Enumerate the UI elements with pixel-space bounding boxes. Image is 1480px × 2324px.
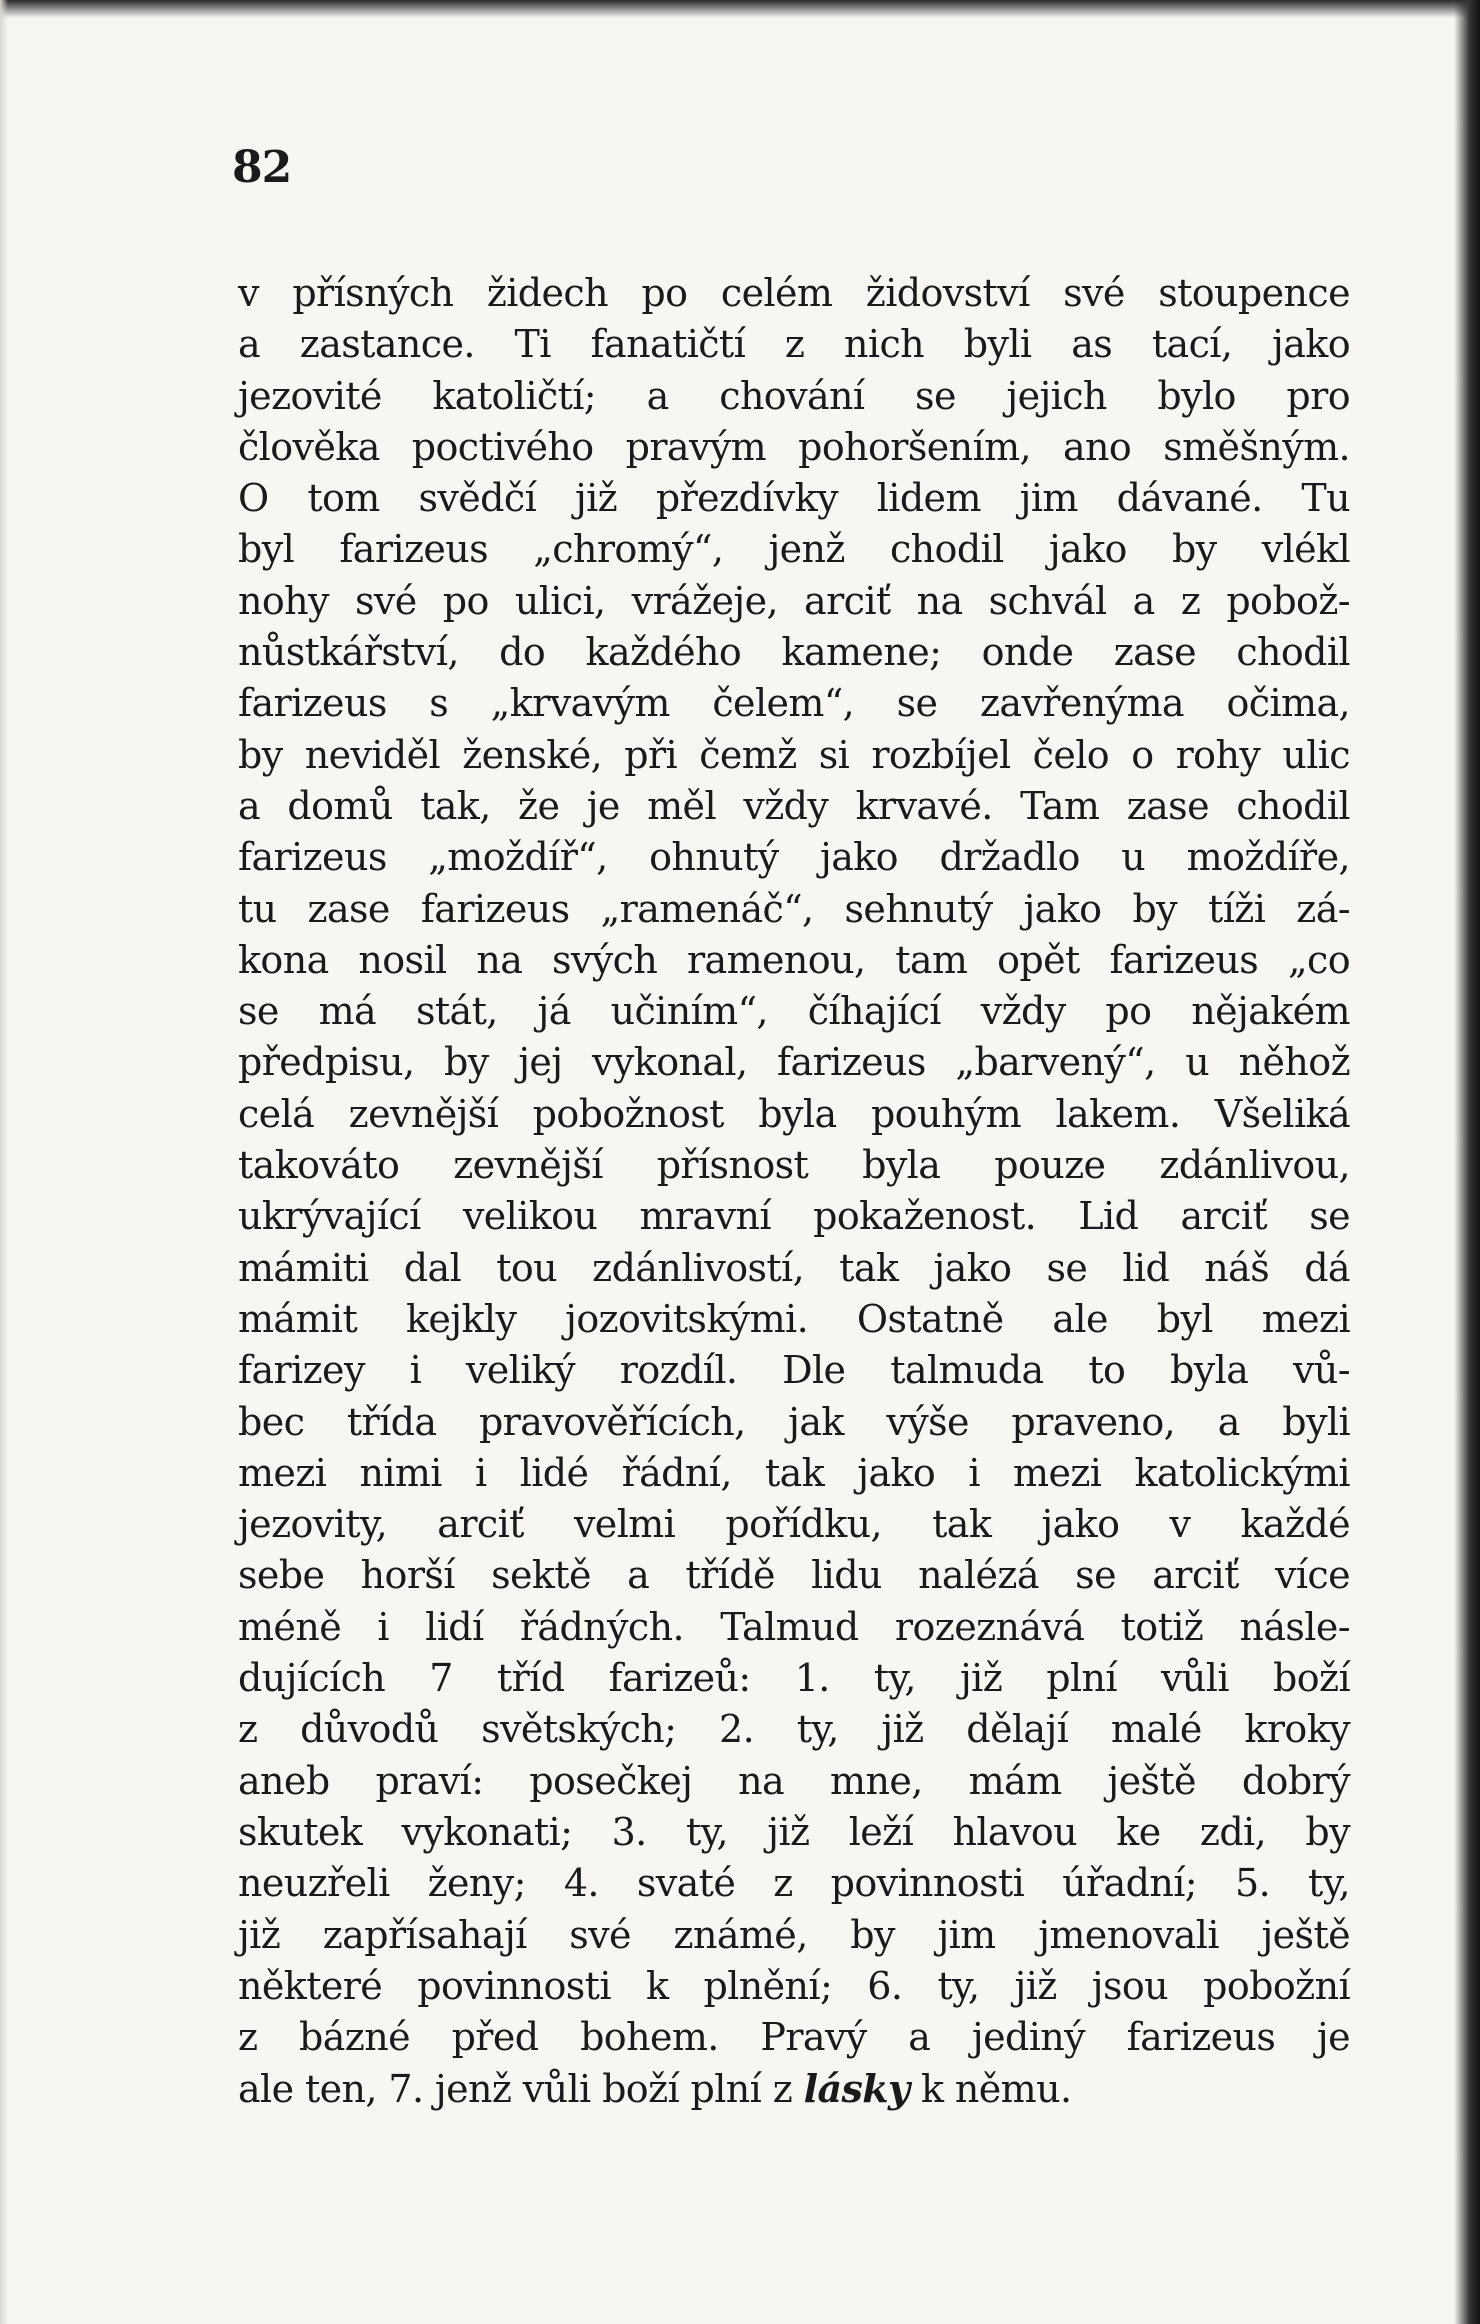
text-line: člověka poctivého pravým pohoršením, ano směšným. — [238, 424, 1350, 469]
text-line: tu zase farizeus „ramenáč“, sehnutý jako by tíži zá- — [238, 886, 1350, 931]
emphasized-word: lásky — [803, 2066, 910, 2112]
text-line: skutek vykonati; 3. ty, již leží hlavou ke zdi, by — [238, 1809, 1350, 1854]
text-line: takováto zevnější přísnost byla pouze zdánlivou, — [238, 1143, 1350, 1188]
text-line: sebe horší sektě a třídě lidu nalézá se arciť více — [238, 1553, 1350, 1598]
text-line: neuzřeli ženy; 4. svaté z povinnosti úřadní; 5. ty, — [238, 1861, 1350, 1906]
text-line: jezovité katoličtí; a chování se jejich bylo pro — [238, 373, 1350, 418]
text-line: jezovity, arciť velmi pořídku, tak jako v každé — [238, 1502, 1350, 1547]
text-line: a zastance. Ti fanatičtí z nich byli as tací, jako — [238, 322, 1350, 367]
text-line: některé povinnosti k plnění; 6. ty, již jsou pobožní — [238, 1963, 1350, 2008]
last-line-before: ale ten, 7. jenž vůli boží plní z — [238, 2067, 804, 2112]
text-line: mámiti dal tou zdánlivostí, tak jako se lid náš dá — [238, 1245, 1350, 1290]
text-line: kona nosil na svých ramenou, tam opět farizeus „co — [238, 937, 1350, 982]
scan-edge-right — [1454, 0, 1480, 2324]
text-line-last — [238, 2063, 1350, 2114]
text-line: nůstkářství, do každého kamene; onde zase chodil — [238, 630, 1350, 675]
text-line: celá zevnější pobožnost byla pouhým lakem. Všeliká — [238, 1091, 1350, 1136]
text-line: z bázné před bohem. Pravý a jediný farizeus je — [238, 2015, 1350, 2060]
last-line-after: k němu. — [909, 2067, 1072, 2112]
text-line: nohy své po ulici, vrážeje, arciť na schvál a z pobož- — [238, 578, 1350, 623]
body-text — [238, 268, 1350, 2115]
text-line: mámit kejkly jozovitskými. Ostatně ale byl mezi — [238, 1296, 1350, 1341]
text-line: farizeus s „krvavým čelem“, se zavřenýma očima, — [238, 681, 1350, 726]
text-line: již zapřísahají své známé, by jim jmenovali ještě — [238, 1912, 1350, 1957]
text-line: ukrývající velikou mravní pokaženost. Lid arciť se — [238, 1194, 1350, 1239]
text-line: by neviděl ženské, při čemž si rozbíjel čelo o rohy ulic — [238, 732, 1350, 777]
text-line: a domů tak, že je měl vždy krvavé. Tam zase chodil — [238, 783, 1350, 828]
text-line: byl farizeus „chromý“, jenž chodil jako by vlékl — [238, 527, 1350, 572]
text-line: z důvodů světských; 2. ty, již dělají malé kroky — [238, 1707, 1350, 1752]
text-line: se má stát, já učiním“, číhající vždy po nějakém — [238, 989, 1350, 1034]
text-line: farizeus „moždíř“, ohnutý jako držadlo u moždíře, — [238, 835, 1350, 880]
text-line: farizey i veliký rozdíl. Dle talmuda to byla vů- — [238, 1348, 1350, 1393]
page-number: 82 — [232, 142, 292, 193]
scan-edge-top — [0, 0, 1480, 18]
text-line: aneb praví: posečkej na mne, mám ještě dobrý — [238, 1758, 1350, 1803]
scan-edge-left — [0, 0, 8, 2324]
text-line: dujících 7 tříd farizeů: 1. ty, již plní vůli boží — [238, 1656, 1350, 1701]
text-line: méně i lidí řádných. Talmud rozeznává totiž násle- — [238, 1604, 1350, 1649]
text-line: v přísných židech po celém židovství své stoupence — [238, 271, 1350, 315]
text-line: bec třída pravověřících, jak výše praveno, a byli — [238, 1399, 1350, 1444]
text-line: O tom svědčí již přezdívky lidem jim dávané. Tu — [238, 476, 1350, 521]
text-line: předpisu, by jej vykonal, farizeus „barvený“, u něhož — [238, 1040, 1350, 1085]
text-line: mezi nimi i lidé řádní, tak jako i mezi katolickými — [238, 1450, 1350, 1495]
